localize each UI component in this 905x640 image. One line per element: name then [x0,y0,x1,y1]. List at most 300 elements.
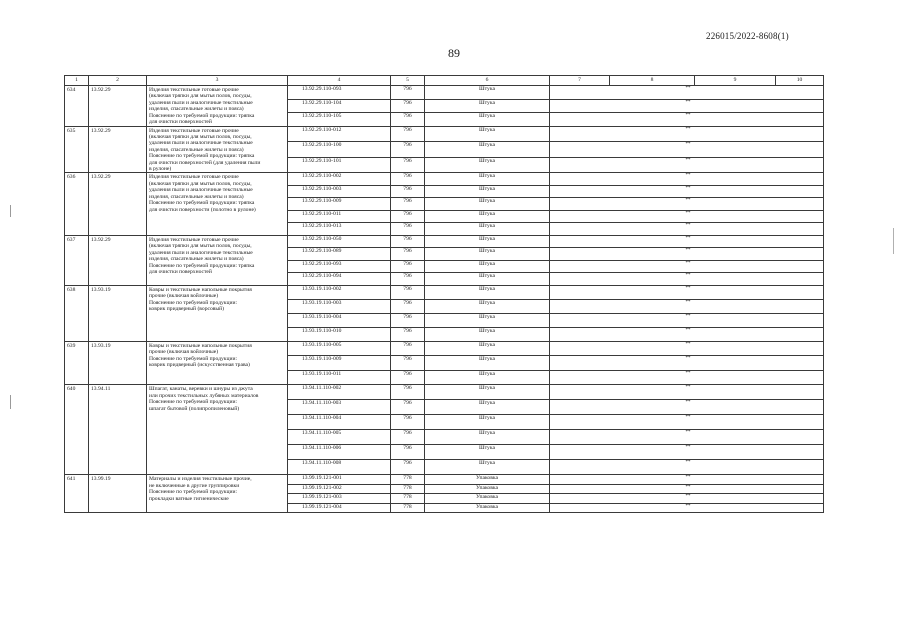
description-line: удаления пыли и аналогичные текстильные [149,140,253,147]
empty-cell [776,356,824,371]
empty-cell [695,494,776,504]
okpd-code: 13.93.19 [89,341,147,385]
empty-cell [550,356,610,371]
description-line: прочие (включая войлочные) [149,293,219,300]
description-line: Материалы и изделия текстильные прочие, [149,476,252,483]
empty-cell [776,445,824,460]
unit-name: Штука [425,273,550,286]
unit-name: Штука [425,113,550,127]
unit-name: Штука [425,210,550,223]
empty-cell [776,185,824,198]
empty-cell [550,313,610,327]
empty-cell [550,210,610,223]
empty-cell [550,185,610,198]
okpd-code: 13.99.19 [89,475,147,513]
ktru-code: 13.92.29.110-105 [288,113,391,127]
empty-cell [695,235,776,248]
empty-cell [776,260,824,273]
ktru-code: 13.92.29.110-002 [288,173,391,186]
description-line: Изделия текстильные готовые прочие [149,174,239,181]
empty-cell [776,113,824,127]
asterisk-mark: ** [610,484,695,494]
empty-cell [695,185,776,198]
okei-code: 796 [391,223,425,236]
unit-name: Штука [425,223,550,236]
ktru-code: 13.99.19.121-003 [288,494,391,504]
unit-name: Штука [425,299,550,313]
empty-cell [550,223,610,236]
asterisk-mark: ** [610,445,695,460]
description-line: изделия, спасательные жилеты и пояса) [149,106,244,113]
row-number: 638 [65,285,89,341]
column-header: 9 [695,76,776,86]
empty-cell [776,299,824,313]
empty-cell [695,223,776,236]
empty-cell [776,475,824,485]
empty-cell [550,445,610,460]
empty-cell [550,327,610,341]
okei-code: 796 [391,260,425,273]
table-row [65,285,824,299]
ktru-code: 13.99.19.121-002 [288,484,391,494]
table-row [65,385,824,400]
ktru-code: 13.92.29.110-101 [288,157,391,173]
empty-cell [695,385,776,400]
empty-cell [695,126,776,142]
asterisk-mark: ** [610,185,695,198]
okei-code: 778 [391,484,425,494]
item-description [147,126,288,173]
asterisk-mark: ** [610,327,695,341]
okei-code: 796 [391,235,425,248]
empty-cell [776,210,824,223]
description-line: Пояснение по требуемой продукции: тряпка [149,262,255,269]
column-header: 4 [288,76,391,86]
okpd-code: 13.92.29 [89,126,147,173]
table-row [65,341,824,356]
empty-cell [550,86,610,100]
empty-cell [695,273,776,286]
okei-code: 796 [391,400,425,415]
empty-cell [776,327,824,341]
ktru-code: 13.94.11.110-004 [288,415,391,430]
empty-cell [776,460,824,475]
okei-code: 796 [391,113,425,127]
description-line: Пояснение по требуемой продукции: тряпка [149,153,255,160]
empty-cell [776,385,824,400]
empty-cell [550,235,610,248]
okpd-code: 13.92.29 [89,86,147,127]
table-row [65,475,824,485]
unit-name: Штука [425,86,550,100]
row-number: 636 [65,173,89,236]
table-body [65,86,824,513]
ktru-code: 13.92.29.110-003 [288,185,391,198]
column-header: 8 [610,76,695,86]
unit-name: Штука [425,460,550,475]
empty-cell [550,460,610,475]
okei-code: 796 [391,210,425,223]
description-line: или прочих текстильных лубяных материалов [149,392,259,399]
ktru-code: 13.92.29.110-050 [288,235,391,248]
description-line: не включенные в другие группировки [149,482,240,489]
table-row [65,235,824,248]
ktru-code: 13.93.19.110-005 [288,341,391,356]
empty-cell [776,430,824,445]
okei-code: 796 [391,285,425,299]
ktru-code: 13.92.29.110-089 [288,248,391,261]
asterisk-mark: ** [610,248,695,261]
okei-code: 796 [391,126,425,142]
empty-cell [695,341,776,356]
item-description [147,341,288,385]
okei-code: 796 [391,173,425,186]
empty-cell [695,99,776,113]
description-line: Пояснение по требуемой продукции: [149,489,237,496]
description-line: изделия, спасательные жилеты и пояса) [149,146,244,153]
description-line: (включая тряпки для мытья полов, посуды, [149,93,252,100]
empty-cell [695,142,776,158]
ktru-code: 13.93.19.110-010 [288,327,391,341]
item-description [147,385,288,475]
empty-cell [776,248,824,261]
asterisk-mark: ** [610,157,695,173]
ktru-code: 13.92.29.110-100 [288,142,391,158]
unit-name: Штука [425,327,550,341]
okpd-code: 13.93.19 [89,285,147,341]
asterisk-mark: ** [610,313,695,327]
empty-cell [550,157,610,173]
description-line: (включая тряпки для мытья полов, посуды, [149,180,252,187]
table-row [65,86,824,100]
unit-name: Штука [425,341,550,356]
unit-name: Штука [425,142,550,158]
asterisk-mark: ** [610,113,695,127]
unit-name: Штука [425,248,550,261]
empty-cell [776,223,824,236]
table-header-row [65,76,824,86]
description-line: удаления пыли и аналогичные текстильные [149,249,253,256]
description-line: прочие (включая войлочные) [149,349,219,356]
okei-code: 796 [391,430,425,445]
empty-cell [550,113,610,127]
row-number: 641 [65,475,89,513]
unit-name: Штука [425,126,550,142]
empty-cell [695,157,776,173]
okei-code: 796 [391,445,425,460]
empty-cell [550,503,610,513]
description-line: для очистки поверхностей [149,269,212,276]
asterisk-mark: ** [610,99,695,113]
item-description [147,173,288,236]
ktru-code: 13.99.19.121-001 [288,475,391,485]
scan-edge-mark [893,228,894,254]
asterisk-mark: ** [610,235,695,248]
empty-cell [695,173,776,186]
unit-name: Штука [425,430,550,445]
okpd-code: 13.94.11 [89,385,147,475]
item-description [147,235,288,285]
okpd-code: 13.92.29 [89,235,147,285]
scan-edge-mark [10,395,11,409]
empty-cell [550,475,610,485]
okei-code: 796 [391,86,425,100]
empty-cell [695,445,776,460]
empty-cell [695,475,776,485]
description-line: Шпагат, канаты, веревки и шнуры из джута [149,386,253,393]
okei-code: 796 [391,157,425,173]
scan-edge-mark [10,205,11,217]
empty-cell [550,173,610,186]
unit-name: Штука [425,313,550,327]
empty-cell [776,494,824,504]
asterisk-mark: ** [610,126,695,142]
empty-cell [695,400,776,415]
empty-cell [550,400,610,415]
unit-name: Упаковка [425,494,550,504]
description-line: в рулоне) [149,166,172,173]
unit-name: Штука [425,260,550,273]
description-line: для очистки поверхности (полотно в рулоне) [149,206,256,213]
ktru-code: 13.94.11.110-008 [288,460,391,475]
empty-cell [776,285,824,299]
column-header: 10 [776,76,824,86]
okei-code: 796 [391,415,425,430]
ktru-code: 13.94.11.110-003 [288,400,391,415]
unit-name: Упаковка [425,503,550,513]
okei-code: 796 [391,299,425,313]
unit-name: Штука [425,445,550,460]
asterisk-mark: ** [610,400,695,415]
empty-cell [550,260,610,273]
ktru-code: 13.92.29.110-093 [288,86,391,100]
empty-cell [776,400,824,415]
column-header: 5 [391,76,425,86]
empty-cell [695,248,776,261]
asterisk-mark: ** [610,341,695,356]
asterisk-mark: ** [610,503,695,513]
ktru-code: 13.92.29.110-104 [288,99,391,113]
empty-cell [695,113,776,127]
empty-cell [776,99,824,113]
empty-cell [776,273,824,286]
column-header: 1 [65,76,89,86]
ktru-code: 13.94.11.110-006 [288,445,391,460]
row-number: 634 [65,86,89,127]
column-header: 7 [550,76,610,86]
unit-name: Штука [425,415,550,430]
ktru-code: 13.92.29.110-011 [288,210,391,223]
empty-cell [550,415,610,430]
asterisk-mark: ** [610,415,695,430]
okei-code: 796 [391,185,425,198]
description-line: (включая тряпки для мытья полов, посуды, [149,133,252,140]
empty-cell [550,285,610,299]
empty-cell [550,385,610,400]
ktru-code: 13.94.11.110-002 [288,385,391,400]
column-header: 6 [425,76,550,86]
description-line: изделия, спасательные жилеты и пояса) [149,256,244,263]
empty-cell [695,503,776,513]
description-line: Ковры и текстильные напольные покрытия [149,342,252,349]
empty-cell [695,86,776,100]
asterisk-mark: ** [610,385,695,400]
empty-cell [695,460,776,475]
okei-code: 796 [391,370,425,385]
okpd-code: 13.92.29 [89,173,147,236]
empty-cell [550,299,610,313]
description-line: Ковры и текстильные напольные покрытия [149,286,252,293]
asterisk-mark: ** [610,173,695,186]
empty-cell [695,198,776,211]
unit-name: Штука [425,99,550,113]
description-line: удаления пыли и аналогичные текстильные [149,187,253,194]
okei-code: 796 [391,142,425,158]
okei-code: 778 [391,494,425,504]
empty-cell [550,248,610,261]
okei-code: 796 [391,198,425,211]
okei-code: 796 [391,99,425,113]
empty-cell [695,415,776,430]
description-line: удаления пыли и аналогичные текстильные [149,99,253,106]
empty-cell [776,415,824,430]
description-line: Изделия текстильные готовые прочие [149,127,239,134]
okei-code: 796 [391,341,425,356]
ktru-code: 13.92.29.110-013 [288,223,391,236]
asterisk-mark: ** [610,285,695,299]
description-line: Изделия текстильные готовые прочие [149,87,239,93]
empty-cell [550,341,610,356]
okei-code: 778 [391,475,425,485]
empty-cell [695,285,776,299]
asterisk-mark: ** [610,475,695,485]
empty-cell [550,142,610,158]
asterisk-mark: ** [610,494,695,504]
asterisk-mark: ** [610,299,695,313]
description-line: Пояснение по требуемой продукции: [149,399,237,406]
asterisk-mark: ** [610,210,695,223]
description-line: Пояснение по требуемой продукции: тряпка [149,200,255,207]
table-row [65,126,824,142]
empty-cell [550,494,610,504]
unit-name: Штука [425,157,550,173]
empty-cell [695,370,776,385]
empty-cell [550,126,610,142]
row-number: 640 [65,385,89,475]
empty-cell [776,503,824,513]
empty-cell [776,86,824,100]
unit-name: Штука [425,185,550,198]
column-header: 3 [147,76,288,86]
empty-cell [550,370,610,385]
okei-code: 796 [391,313,425,327]
empty-cell [695,327,776,341]
unit-name: Упаковка [425,484,550,494]
ktru-code: 13.93.19.110-003 [288,299,391,313]
empty-cell [776,235,824,248]
row-number: 637 [65,235,89,285]
empty-cell [776,173,824,186]
empty-cell [776,198,824,211]
okei-code: 796 [391,385,425,400]
empty-cell [695,299,776,313]
description-line: (включая тряпки для мытья полов, посуды, [149,243,252,250]
unit-name: Штука [425,356,550,371]
unit-name: Штука [425,285,550,299]
ktru-code: 13.93.19.110-011 [288,370,391,385]
asterisk-mark: ** [610,460,695,475]
description-line: коврик придверный (ворсовый) [149,306,225,313]
okei-code: 778 [391,503,425,513]
empty-cell [695,356,776,371]
table-row [65,173,824,186]
ktru-code: 13.92.29.110-009 [288,198,391,211]
okei-code: 796 [391,460,425,475]
empty-cell [550,99,610,113]
item-description [147,285,288,341]
unit-name: Упаковка [425,475,550,485]
description-line: Пояснение по требуемой продукции: тряпка [149,112,255,119]
asterisk-mark: ** [610,430,695,445]
description-line: изделия, спасательные жилеты и пояса) [149,193,244,200]
description-line: Пояснение по требуемой продукции: [149,299,237,306]
empty-cell [550,273,610,286]
unit-name: Штука [425,173,550,186]
description-line: прокладки ватные гигиенические [149,495,229,502]
empty-cell [776,142,824,158]
description-line: Пояснение по требуемой продукции: [149,355,237,362]
empty-cell [776,484,824,494]
unit-name: Штука [425,198,550,211]
page-number: 89 [448,46,460,60]
okei-code: 796 [391,327,425,341]
description-line: шпагат бытовой (полипропиленовый) [149,405,240,412]
description-line: Изделия текстильные готовые прочие [149,236,239,243]
okei-code: 796 [391,273,425,286]
empty-cell [550,484,610,494]
empty-cell [550,198,610,211]
row-number: 639 [65,341,89,385]
empty-cell [776,126,824,142]
empty-cell [776,157,824,173]
empty-cell [695,430,776,445]
column-header: 2 [89,76,147,86]
asterisk-mark: ** [610,142,695,158]
asterisk-mark: ** [610,273,695,286]
okei-code: 796 [391,356,425,371]
items-table [64,75,824,513]
empty-cell [695,260,776,273]
description-line: коврик придверный (искусственная трава) [149,362,250,369]
unit-name: Штука [425,400,550,415]
empty-cell [776,370,824,385]
unit-name: Штука [425,370,550,385]
empty-cell [695,210,776,223]
empty-cell [776,313,824,327]
empty-cell [776,341,824,356]
okei-code: 796 [391,248,425,261]
asterisk-mark: ** [610,356,695,371]
empty-cell [695,484,776,494]
asterisk-mark: ** [610,223,695,236]
asterisk-mark: ** [610,260,695,273]
ktru-code: 13.92.29.110-094 [288,273,391,286]
empty-cell [695,313,776,327]
row-number: 635 [65,126,89,173]
empty-cell [550,430,610,445]
ktru-code: 13.93.19.110-009 [288,356,391,371]
item-description [147,86,288,127]
